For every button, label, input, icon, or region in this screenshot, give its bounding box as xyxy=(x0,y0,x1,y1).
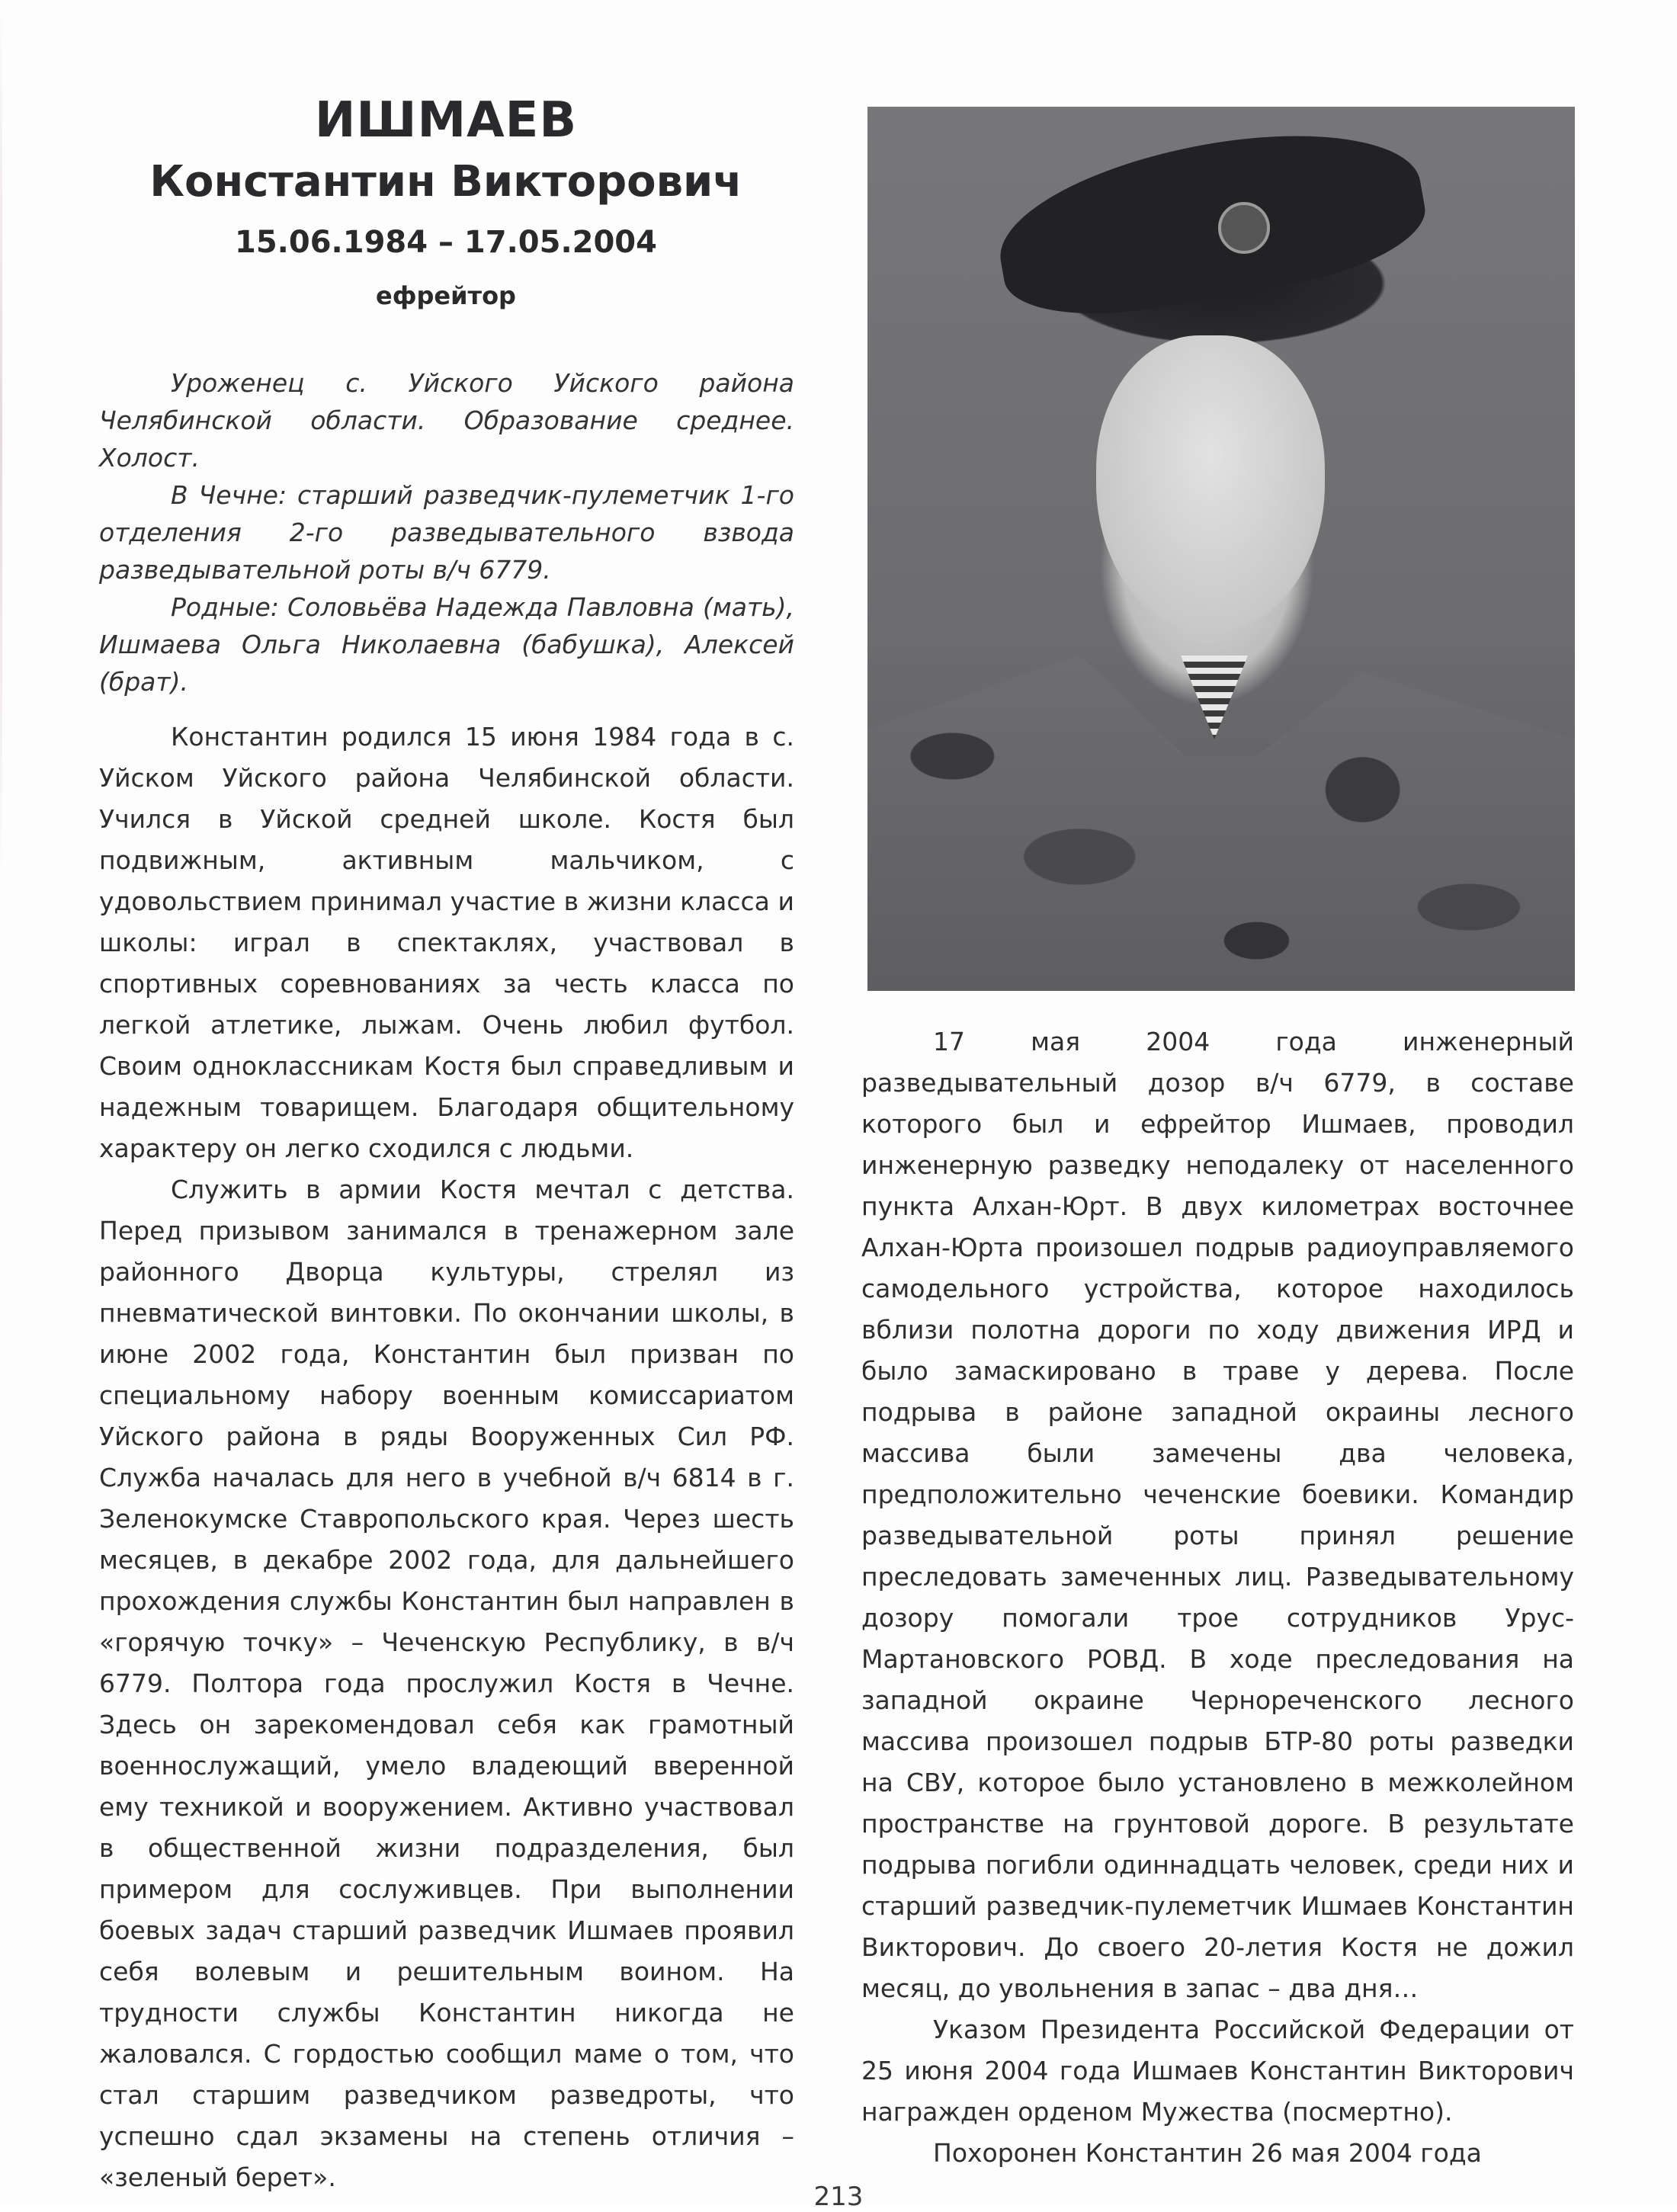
beret xyxy=(987,109,1434,333)
biographical-summary xyxy=(99,364,794,700)
soldier-portrait-photo xyxy=(867,107,1575,991)
paragraph-childhood: Константин родился 15 июня 1984 года в с. Уйском Уйского района Челябинской области. Учился в Уйской средней школе. Костя был подвижным, активным мальчиком, с удовольствием принимал участие в жизни класса и школы: играл в спектаклях, участвовал в спортивных соревнованиях за честь класса по легкой атлетике, лыжам. Очень любил футбол. Своим одноклассникам Костя был справедливым и надежным товарищем. Благодаря общительному характеру он легко сходился с людьми. xyxy=(99,722,794,1163)
paragraph-death-circumstances: 17 мая 2004 года инженерный разведывательный дозор в/ч 6779, в составе которого был и ефрейтор Ишмаев, проводил инженерную разведку неподалеку от населенного пункта Алхан-Юрт. В двух километрах восточнее Алхан-Юрта произошел подрыв радиоуправляемого самодельного устройства, которое находилось вблизи полотна дороги по ходу движения ИРД и было замаскировано в траве у дерева. После подрыва в районе западной окраины лесного массива были замечены два человека, предположительно чеченские боевики. Командир разведывательной роты принял решение преследовать замеченных лиц. Разведывательному дозору помогали трое сотрудников Урус-Мартановского РОВД. В ходе преследования на западной окраине Чернореченского лесного массива произошел подрыв БТР-80 роты разведки на СВУ, которое было установлено в межколейном пространстве на грунтовой дороге. В результате подрыва погибли одиннадцать человек, среди них и старший разведчик-пулеметчик Ишмаев Константин Викторович. До своего 20-летия Костя не дожил месяц, до увольнения в запас – два дня… xyxy=(861,1027,1574,2003)
paragraph-award: Указом Президента Российской Федерации от 25 июня 2004 года Ишмаев Константин Викторович награжден орденом Мужества (посмертно). xyxy=(861,2015,1574,2127)
paragraph-burial: Похоронен Константин 26 мая 2004 года xyxy=(933,2138,1482,2168)
portrait-face xyxy=(1096,335,1325,633)
scan-edge-mark xyxy=(0,0,2,2204)
bio-service-position: В Чечне: старший разведчик-пулеметчик 1-го отделения 2-го разведывательного взвода разведывательной роты в/ч 6779. xyxy=(99,480,794,585)
beret-badge-icon xyxy=(1218,202,1270,254)
military-rank: ефрейтор xyxy=(376,281,516,310)
memorial-header xyxy=(99,90,793,317)
paragraph-military-service: Служить в армии Костя мечтал с детства. Перед призывом занимался в тренажерном зале районного Дворца культуры, стрелял из пневматической винтовки. По окончании школы, в июне 2002 года, Константин был призван по специальному набору военным комиссариатом Уйского района в ряды Вооруженных Сил РФ. Служба началась для него в учебной в/ч 6814 в г. Зеленокумске Ставропольского края. Через шесть месяцев, в декабре 2002 года, для дальнейшего прохождения службы Константин был направлен в «горячую точку» – Чеченскую Республику, в в/ч 6779. Полтора года прослужил Костя в Чечне. Здесь он зарекомендовал себя как грамотный военнослужащий, умело владеющий вверенной ему техникой и вооружением. Активно участвовал в общественной жизни подразделения, был примером для сослуживцев. При выполнении боевых задач старший разведчик Ишмаев проявил себя волевым и решительным воином. На трудности службы Константин никогда не жаловался. С гордостью сообщил маме о том, что стал старшим разведчиком разведроты, что успешно сдал экзамены на степень отличия – «зеленый берет». xyxy=(99,1175,794,2192)
page-number: 213 xyxy=(813,2182,864,2212)
bio-birthplace: Уроженец с. Уйского Уйского района Челябинской области. Образование среднее. Холост. xyxy=(99,368,794,473)
left-text-column xyxy=(99,716,794,2198)
right-text-column xyxy=(861,1021,1574,2174)
surname-heading: ИШМАЕВ xyxy=(314,92,578,149)
life-dates: 15.06.1984 – 17.05.2004 xyxy=(235,225,657,260)
full-name-heading: Константин Викторович xyxy=(149,157,742,207)
bio-relatives: Родные: Соловьёва Надежда Павловна (мать), Ишмаева Ольга Николаевна (бабушка), Алексей (брат). xyxy=(99,592,794,697)
telnyashka-stripes xyxy=(1172,656,1256,739)
